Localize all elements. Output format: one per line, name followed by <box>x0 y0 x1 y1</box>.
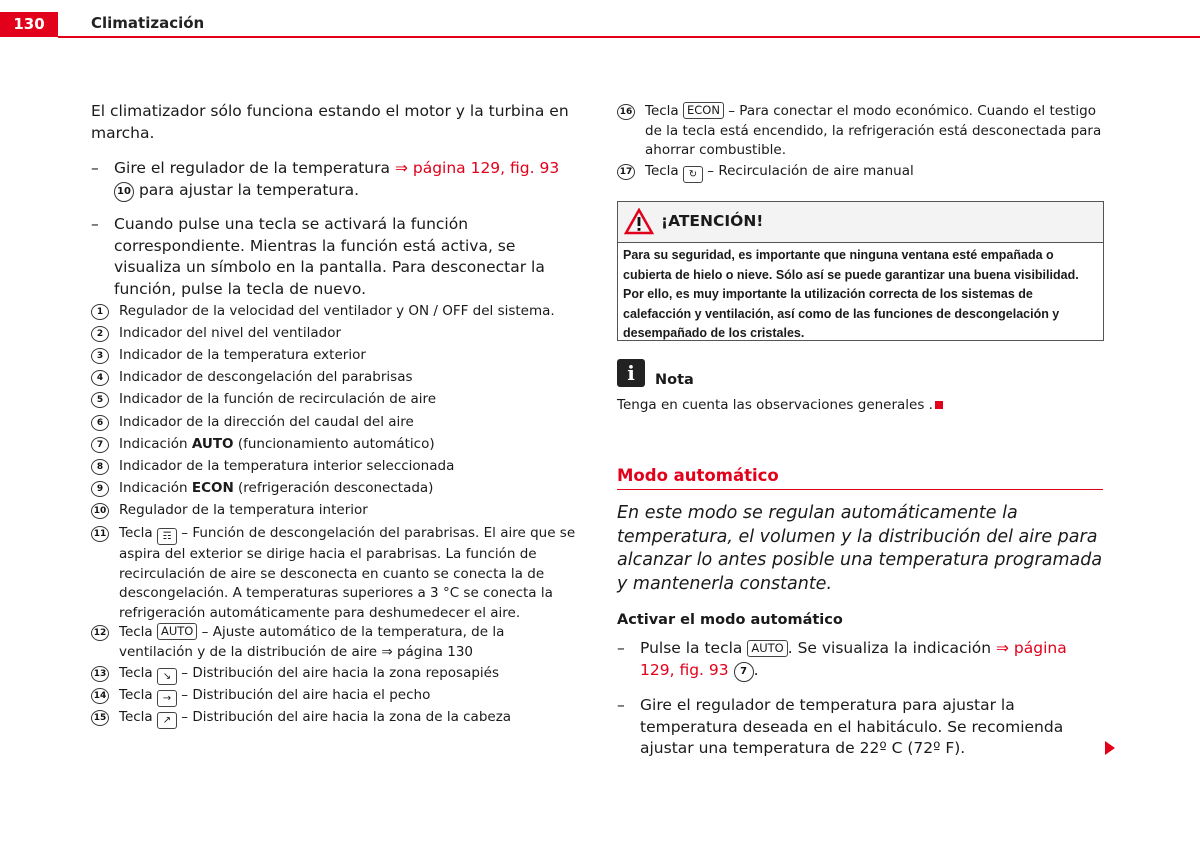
list-item: 9 Indicación ECON (refrigeración desconectada) <box>91 479 577 499</box>
list-item: 12 Tecla AUTO – Ajuste automático de la temperatura, de la ventilación y de la distribución de aire ⇒ página 130 <box>91 623 577 662</box>
note-text: Tenga en cuenta las observaciones generales . <box>617 396 943 415</box>
left-bullet-1 <box>91 158 569 202</box>
item-number: 3 <box>91 348 109 364</box>
list-item: 1 Regulador de la velocidad del ventilador y ON / OFF del sistema. <box>91 302 577 322</box>
item-number: 13 <box>91 666 109 682</box>
list-item: 3 Indicador de la temperatura exterior <box>91 346 577 366</box>
list-item: 2 Indicador del nivel del ventilador <box>91 324 577 344</box>
item-number: 6 <box>91 415 109 431</box>
item-number: 10 <box>91 503 109 519</box>
item-number: 16 <box>617 104 635 120</box>
right-step-1 <box>617 638 1095 682</box>
ref-number-badge: 7 <box>734 662 754 682</box>
item-number: 11 <box>91 526 109 542</box>
list-item: 10 Regulador de la temperatura interior <box>91 501 577 521</box>
auto-key: AUTO <box>747 640 787 657</box>
right-step-2 <box>617 695 1095 760</box>
airflow-footwell-icon: ↘ <box>157 668 177 685</box>
item-number: 12 <box>91 625 109 641</box>
next-page-arrow-icon[interactable] <box>1105 741 1115 755</box>
intro-paragraph: El climatizador sólo funciona estando el motor y la turbina en marcha. <box>91 102 569 142</box>
list-item: 5 Indicador de la función de recirculación de aire <box>91 390 577 410</box>
section-title: Modo automático <box>617 466 1103 490</box>
list-item: 6 Indicador de la dirección del caudal del aire <box>91 413 577 433</box>
warning-title: ¡ATENCIÓN! <box>661 212 764 230</box>
list-item: 4 Indicador de descongelación del parabrisas <box>91 368 577 388</box>
warning-box <box>617 201 1104 341</box>
item-number: 14 <box>91 688 109 704</box>
list-item: 17 Tecla ↻ – Recirculación de aire manual <box>617 162 1105 183</box>
airflow-head-icon: ↗ <box>157 712 177 729</box>
item-number: 4 <box>91 370 109 386</box>
warning-triangle-icon <box>624 208 654 235</box>
warning-text: Para su seguridad, es importante que ninguna ventana esté empañada o cubierta de hielo o nieve. Sólo así se puede garantizar una buena visibilidad. Por ello, es muy importante la utilización correcta de los sistemas de calefacción y ventilación, así como de las funciones de descongelación y desempañado de los cristales. <box>623 248 1079 340</box>
item-number: 2 <box>91 326 109 342</box>
instruction-step: – Gire el regulador de la temperatura ⇒ página 129, fig. 93 10 para ajustar la temperatura. <box>91 158 569 202</box>
left-intro <box>91 101 569 144</box>
page-link[interactable]: ⇒ página 129, fig. 93 <box>640 639 1067 679</box>
list-item: 14 Tecla → – Distribución del aire hacia el pecho <box>91 686 577 707</box>
page-title: Climatización <box>91 14 205 32</box>
item-number: 7 <box>91 437 109 453</box>
item-number: 17 <box>617 164 635 180</box>
instruction-step: – Gire el regulador de temperatura para ajustar la temperatura deseada en el habitáculo. Se recomienda ajustar una temperatura de 22º C (72º F). <box>617 696 1064 757</box>
item-number: 15 <box>91 710 109 726</box>
auto-key: AUTO <box>157 623 197 640</box>
item-number: 5 <box>91 392 109 408</box>
instruction-step: – Pulse la tecla AUTO . Se visualiza la indicación ⇒ página 129, fig. 93 7 . <box>617 638 1095 682</box>
list-item: 15 Tecla ↗ – Distribución del aire hacia la zona de la cabeza <box>91 708 577 729</box>
list-item: 8 Indicador de la temperatura interior seleccionada <box>91 457 577 477</box>
page-number: 130 <box>0 12 58 37</box>
note-title: Nota <box>655 372 694 388</box>
instruction-step: – Cuando pulse una tecla se activará la función correspondiente. Mientras la función está activa, se visualiza un símbolo en la pantalla. Para desconectar la función, pulse la tecla de nuevo. <box>91 215 545 298</box>
recirculation-icon: ↻ <box>683 166 703 183</box>
list-item: 11 Tecla ☶ – Función de descongelación del parabrisas. El aire que se aspira del exterior se dirige hacia el parabrisas. La función de recirculación de aire se desconecta en cuanto se conecta la de descongelación. A temperaturas superiores a 3 °C se conecta la refrigeración automáticamente para deshumedecer el aire. <box>91 524 577 623</box>
section-intro: En este modo se regulan automáticamente la temperatura, el volumen y la distribución del aire para alcanzar lo antes posible una temperatura programada y mantenerla constante. <box>617 503 1103 594</box>
left-bullet-2 <box>91 214 569 300</box>
item-number: 9 <box>91 481 109 497</box>
list-item: 7 Indicación AUTO (funcionamiento automático) <box>91 435 577 455</box>
header-rule <box>58 36 1200 38</box>
ref-number-badge: 10 <box>114 182 134 202</box>
windshield-defrost-icon: ☶ <box>157 528 177 545</box>
item-number: 8 <box>91 459 109 475</box>
end-marker-icon <box>935 401 943 409</box>
econ-key: ECON <box>683 102 724 119</box>
airflow-chest-icon: → <box>157 690 177 707</box>
item-number: 1 <box>91 304 109 320</box>
list-item: 13 Tecla ↘ – Distribución del aire hacia la zona reposapiés <box>91 664 577 685</box>
list-item: 16 Tecla ECON – Para conectar el modo económico. Cuando el testigo de la tecla está encendido, la refrigeración está desconectada para ahorrar combustible. <box>617 102 1105 161</box>
page-link[interactable]: ⇒ página 129, fig. 93 <box>394 159 560 177</box>
info-icon: i <box>617 359 645 387</box>
warning-header <box>618 202 1103 243</box>
subsection-title: Activar el modo automático <box>617 612 843 628</box>
